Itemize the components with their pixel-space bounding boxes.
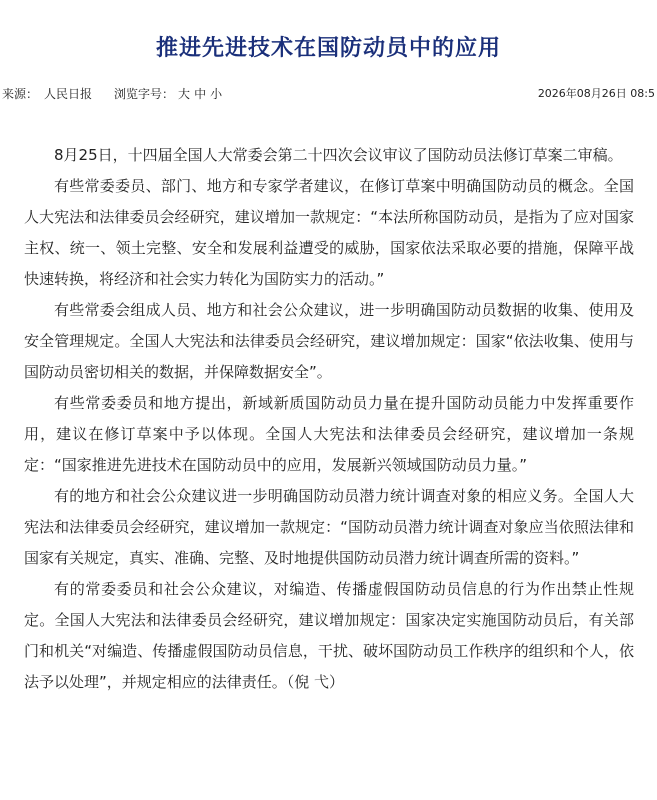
article-paragraph: 有的地方和社会公众建议进一步明确国防动员潜力统计调查对象的相应义务。全国人大宪法和法律委员会经研究，建议增加一款规定：“国防动员潜力统计调查对象应当依照法律和国家有关规定，真实、准确、完整、及时地提供国防动员潜力统计调查所需的资料。” [24, 487, 634, 567]
source-name: 人民日报 [44, 87, 93, 101]
article-paragraph: 8月25日，十四届全国人大常委会第二十四次会议审议了国防动员法修订草案二审稿。 [54, 146, 623, 164]
article-meta-bar [2, 84, 655, 104]
article-paragraph: 有些常委会组成人员、地方和社会公众建议，进一步明确国防动员数据的收集、使用及安全管理规定。全国人大宪法和法律委员会经研究，建议增加规定：国家“依法收集、使用与国防动员密切相关的数据，并保障数据安全”。 [24, 301, 634, 381]
font-size-medium-link[interactable]: 中 [194, 87, 207, 101]
article-paragraph: 有些常委委员、部门、地方和专家学者建议，在修订草案中明确国防动员的概念。全国人大宪法和法律委员会经研究，建议增加一款规定：“本法所称国防动员，是指为了应对国家主权、统一、领土完整、安全和发展利益遭受的威胁，国家依法采取必要的措施，保障平战快速转换，将经济和社会实力转化为国防实力的活动。” [24, 177, 634, 288]
font-size-label: 浏览字号： [114, 87, 175, 101]
source-label: 来源： [2, 87, 39, 101]
publish-datetime: 2026年08月26日 08:5 [537, 87, 655, 100]
article-title: 推进先进技术在国防动员中的应用 [155, 35, 501, 61]
article-body [24, 140, 634, 698]
font-size-large-link[interactable]: 大 [178, 87, 191, 101]
meta-left [2, 84, 222, 104]
article-paragraph: 有些常委委员和地方提出，新域新质国防动员力量在提升国防动员能力中发挥重要作用，建议在修订草案中予以体现。全国人大宪法和法律委员会经研究，建议增加一条规定：“国家推进先进技术在国防动员中的应用，发展新兴领域国防动员力量。” [24, 394, 634, 474]
article-paragraph: 有的常委委员和社会公众建议，对编造、传播虚假国防动员信息的行为作出禁止性规定。全国人大宪法和法律委员会经研究，建议增加规定：国家决定实施国防动员后，有关部门和机关“对编造、传播虚假国防动员信息，干扰、破坏国防动员工作秩序的组织和个人，依法予以处理”，并规定相应的法律责任。（倪 弋） [24, 580, 634, 691]
font-size-small-link[interactable]: 小 [210, 87, 223, 101]
